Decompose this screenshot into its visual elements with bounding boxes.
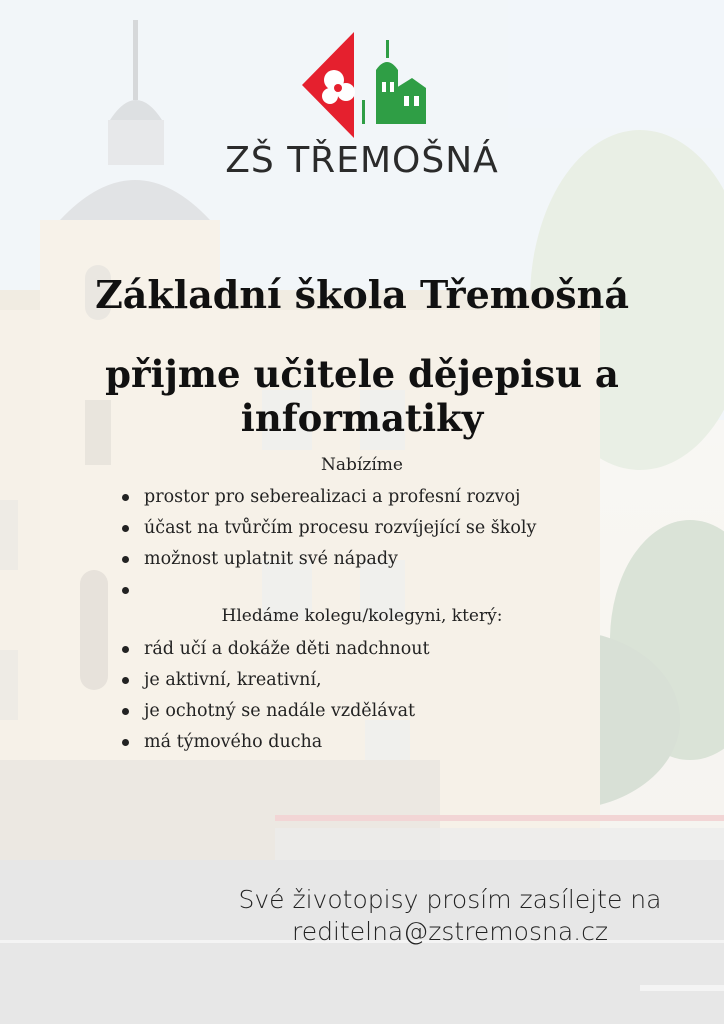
bullet-icon <box>122 587 129 594</box>
list-item <box>120 634 430 665</box>
headline-subtitle: přijme učitele dějepisu a informatiky <box>105 352 619 440</box>
list-item <box>120 513 536 544</box>
bullet-icon <box>122 494 129 501</box>
contact-instruction: Své životopisy prosím zasílejte na <box>238 885 662 914</box>
bullet-icon <box>122 525 129 532</box>
seek-heading: Hledáme kolegu/kolegyni, který: <box>221 606 503 626</box>
school-brand-name: ZŠ TŘEMOŠNÁ <box>225 140 499 181</box>
bullet-icon <box>122 677 129 684</box>
list-item-text: má týmového ducha <box>144 732 323 752</box>
bullet-icon <box>122 708 129 715</box>
list-item-text: je ochotný se nadále vzdělávat <box>144 701 416 721</box>
list-item <box>120 696 430 727</box>
offer-heading: Nabízíme <box>321 455 403 475</box>
contact-email[interactable]: reditelna@zstremosna.cz <box>292 917 608 946</box>
bullet-icon <box>122 646 129 653</box>
seek-list <box>120 634 430 758</box>
list-item-text: prostor pro seberealizaci a profesní rozvoj <box>144 487 521 507</box>
list-item-text: účast na tvůrčím procesu rozvíjející se školy <box>144 518 537 538</box>
list-item <box>120 575 536 606</box>
list-item <box>120 665 430 696</box>
list-item <box>120 727 430 758</box>
headline-title: Základní škola Třemošná <box>95 272 629 317</box>
list-item <box>120 544 536 575</box>
list-item-text: je aktivní, kreativní, <box>144 670 322 690</box>
bullet-icon <box>122 739 129 746</box>
list-item-text: rád učí a dokáže děti nadchnout <box>144 639 430 659</box>
offer-list <box>120 482 536 606</box>
list-item <box>120 482 536 513</box>
list-item-text: možnost uplatnit své nápady <box>144 549 398 569</box>
contact-block <box>190 884 710 948</box>
bullet-icon <box>122 556 129 563</box>
school-logo-icon <box>300 30 428 142</box>
